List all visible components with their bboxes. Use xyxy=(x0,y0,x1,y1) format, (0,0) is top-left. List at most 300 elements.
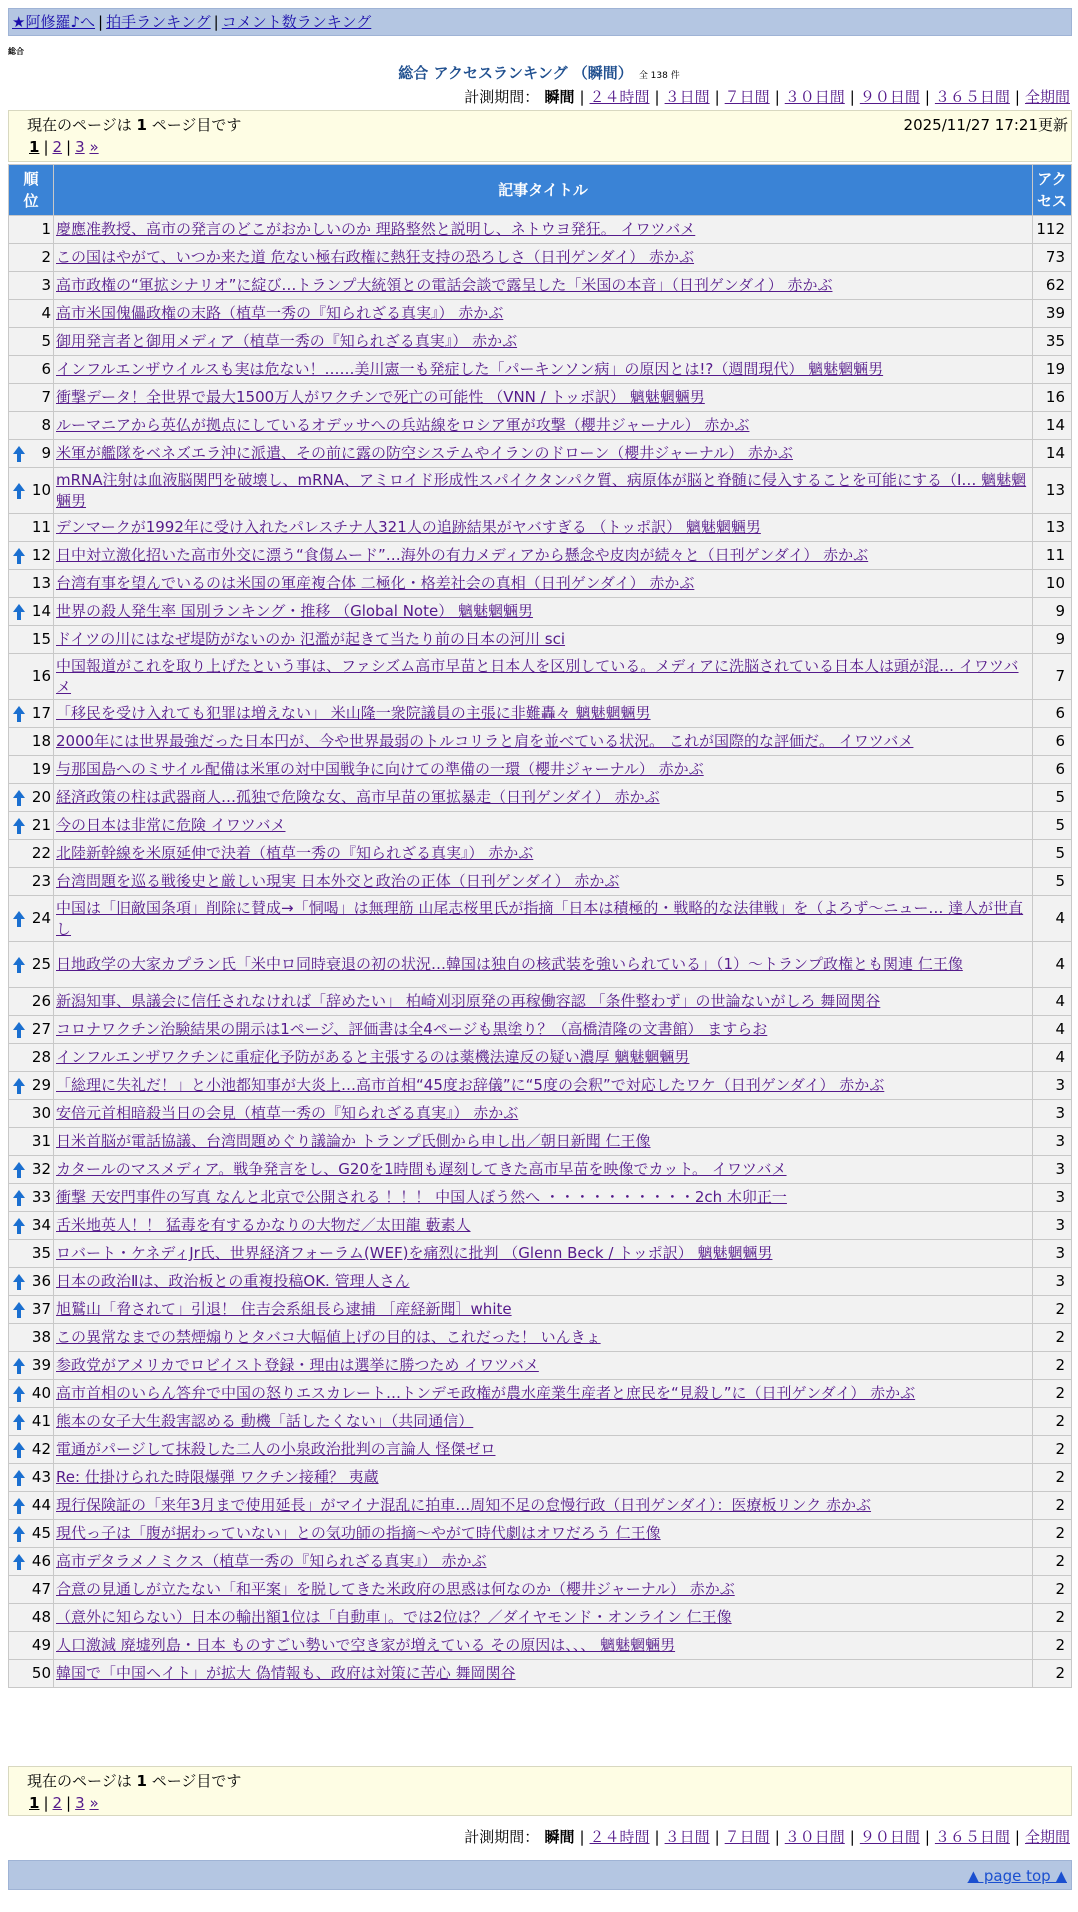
rank-number: 2 xyxy=(41,248,51,266)
rank-cell xyxy=(9,1548,53,1575)
title-cell xyxy=(54,1296,1032,1323)
article-title-link[interactable]: 日地政学の大家カプラン氏「米中ロ同時衰退の初の状況…韓国は独自の核武装を強いられている」（1）～トランプ政権とも関連 仁王像 xyxy=(56,955,963,973)
rank-number: 26 xyxy=(31,992,51,1010)
article-title-link[interactable]: インフルエンザワクチンに重症化予防があると主張するのは薬機法違反の疑い濃厚 魑魅魍魎男 xyxy=(56,1048,690,1066)
pager-current: 1 xyxy=(29,1794,40,1812)
article-title-link[interactable]: 「総理に失礼だ！」と小池都知事が大炎上…高市首相“45度お辞儀”に“5度の会釈”で対応したワケ（日刊ゲンダイ） 赤かぶ xyxy=(56,1076,885,1094)
title-cell xyxy=(54,1016,1032,1043)
table-row xyxy=(9,300,1071,327)
rank-cell xyxy=(9,1576,53,1603)
rank-cell xyxy=(9,840,53,867)
header-title: 記事タイトル xyxy=(54,165,1032,215)
table-row xyxy=(9,412,1071,439)
rank-number: 29 xyxy=(31,1076,51,1094)
table-row xyxy=(9,542,1071,569)
period-current: 瞬間 xyxy=(539,88,575,106)
nav-link-clap-ranking[interactable]: 拍手ランキング xyxy=(106,13,211,31)
period-current: 瞬間 xyxy=(539,1828,575,1846)
rank-number: 28 xyxy=(31,1048,51,1066)
rank-number: 42 xyxy=(31,1440,51,1458)
pager-page-2[interactable]: 2 xyxy=(52,1794,63,1812)
rank-cell xyxy=(9,244,53,271)
article-title-link[interactable]: 北陸新幹線を米原延伸で決着（植草一秀の『知られざる真実』） 赤かぶ xyxy=(56,844,534,862)
table-row xyxy=(9,1380,1071,1407)
article-title-link[interactable]: 今の日本は非常に危険 イワツバメ xyxy=(56,816,286,834)
table-row xyxy=(9,700,1071,727)
table-row xyxy=(9,1044,1071,1071)
access-count: 5 xyxy=(1033,812,1071,839)
rank-cell xyxy=(9,1156,53,1183)
title-cell xyxy=(54,728,1032,755)
table-row xyxy=(9,1492,1071,1519)
article-title-link[interactable]: （意外に知らない）日本の輸出額1位は「自動車」。では2位は？／ダイヤモンド・オンライン 仁王像 xyxy=(56,1608,732,1626)
article-title-link[interactable]: 人口激減 廃墟列島・日本 ものすごい勢いで空き家が増えている その原因は、、、 魑魅魍魎男 xyxy=(56,1636,676,1654)
table-row xyxy=(9,988,1071,1015)
rank-number: 38 xyxy=(31,1328,51,1346)
total-count: 全 138 件 xyxy=(638,71,680,81)
table-row xyxy=(9,1100,1071,1127)
access-count: 2 xyxy=(1033,1436,1071,1463)
article-title-link[interactable]: カタールのマスメディア。戦争発言をし、G20を1時間も遅刻してきた高市早苗を映像でカット。 イワツバメ xyxy=(56,1160,787,1178)
article-title-link[interactable]: 御用発言者と御用メディア（植草一秀の『知られざる真実』） 赤かぶ xyxy=(56,332,518,350)
title-cell xyxy=(54,868,1032,895)
pager-next[interactable]: » xyxy=(89,1794,99,1812)
access-count: 2 xyxy=(1033,1408,1071,1435)
table-row xyxy=(9,598,1071,625)
rank-number: 16 xyxy=(31,667,51,685)
article-title-link[interactable]: 米軍が艦隊をベネズエラ沖に派遣、その前に露の防空システムやイランのドローン（櫻井ジャーナル） 赤かぶ xyxy=(56,444,793,462)
table-row xyxy=(9,514,1071,541)
period-option-1[interactable]: ２４時間 xyxy=(589,1828,650,1846)
article-title-link[interactable]: デンマークが1992年に受け入れたパレスチナ人321人の追跡結果がヤバすぎる （トッポ訳） 魑魅魍魎男 xyxy=(56,518,761,536)
nav-link-comment-ranking[interactable]: コメント数ランキング xyxy=(221,13,372,31)
rank-number: 47 xyxy=(31,1580,51,1598)
rank-up-arrow-icon xyxy=(13,1358,25,1374)
rank-number: 32 xyxy=(31,1160,51,1178)
rank-up-arrow-icon xyxy=(13,1442,25,1458)
page-status-number: 1 xyxy=(136,116,147,134)
rank-cell xyxy=(9,728,53,755)
title-cell xyxy=(54,756,1032,783)
rank-number: 14 xyxy=(31,602,51,620)
article-title-link[interactable]: ドイツの川にはなぜ堤防がないのか 氾濫が起きて当たり前の日本の河川 sci xyxy=(56,630,566,648)
period-label: 計測期間： xyxy=(464,88,540,106)
rank-up-arrow-icon xyxy=(13,1526,25,1542)
rank-cell xyxy=(9,1520,53,1547)
title-cell xyxy=(54,1492,1032,1519)
rank-number: 33 xyxy=(31,1188,51,1206)
title-cell xyxy=(54,1660,1032,1687)
article-title-link[interactable]: 韓国で「中国ヘイト」が拡大 偽情報も、政府は対策に苦心 舞岡関谷 xyxy=(56,1664,516,1682)
rank-number: 21 xyxy=(31,816,51,834)
article-title-link[interactable]: 参政党がアメリカでロビイスト登録・理由は選挙に勝つため イワツバメ xyxy=(56,1356,539,1374)
period-option-6[interactable]: ３６５日間 xyxy=(934,88,1010,106)
rank-number: 35 xyxy=(31,1244,51,1262)
title-cell xyxy=(54,1212,1032,1239)
title-cell xyxy=(54,1072,1032,1099)
access-count: 13 xyxy=(1033,468,1071,513)
period-selector-top xyxy=(464,86,1070,107)
pager xyxy=(29,138,99,156)
access-count: 3 xyxy=(1033,1100,1071,1127)
table-row xyxy=(9,1604,1071,1631)
rank-up-arrow-icon xyxy=(13,1470,25,1486)
nav-separator: | xyxy=(213,13,219,31)
title-cell xyxy=(54,1184,1032,1211)
title-cell xyxy=(54,216,1032,243)
title-cell xyxy=(54,1464,1032,1491)
title-cell xyxy=(54,1520,1032,1547)
access-count: 3 xyxy=(1033,1156,1071,1183)
period-separator: | xyxy=(1014,88,1020,106)
rank-number: 17 xyxy=(31,704,51,722)
table-row xyxy=(9,1324,1071,1351)
pager-page-3[interactable]: 3 xyxy=(75,1794,85,1812)
header-access: アク セス xyxy=(1033,165,1071,215)
pager-page-3[interactable]: 3 xyxy=(75,138,85,156)
table-row xyxy=(9,1408,1071,1435)
access-count: 14 xyxy=(1033,412,1071,439)
rank-cell xyxy=(9,328,53,355)
page-status-number: 1 xyxy=(136,1772,147,1790)
rank-cell xyxy=(9,1604,53,1631)
table-row xyxy=(9,942,1071,987)
access-count: 10 xyxy=(1033,570,1071,597)
article-title-link[interactable]: 経済政策の柱は武器商人…孤独で危険な女、高市早苗の軍拡暴走（日刊ゲンダイ） 赤かぶ xyxy=(56,788,660,806)
article-title-link[interactable]: 合意の見通しが立たない「和平案」を脱してきた米政府の思惑は何なのか（櫻井ジャーナル） 赤かぶ xyxy=(56,1580,735,1598)
page-status xyxy=(27,1770,241,1791)
article-title-link[interactable]: 現行保険証の「来年3月まで使用延長」がマイナ混乱に拍車…周知不足の怠慢行政（日刊ゲンダイ）：医療板リンク 赤かぶ xyxy=(56,1496,872,1514)
title-cell xyxy=(54,1548,1032,1575)
title-cell xyxy=(54,384,1032,411)
access-count: 2 xyxy=(1033,1492,1071,1519)
article-title-link[interactable]: 中国は「旧敵国条項」削除に賛成→「恫喝」は無理筋 山尾志桜里氏が指摘「日本は積極的・戦略的な法律戦」を（よろず～ニュー… 達人が世直し xyxy=(56,898,1024,938)
rank-cell xyxy=(9,896,53,941)
rank-cell xyxy=(9,570,53,597)
article-title-link[interactable]: 新潟知事、県議会に信任されなければ「辞めたい」 柏崎刈羽原発の再稼働容認 「条件整わず」の世論ないがしろ 舞岡関谷 xyxy=(56,992,881,1010)
title-cell xyxy=(54,626,1032,653)
access-count: 2 xyxy=(1033,1464,1071,1491)
access-count: 6 xyxy=(1033,700,1071,727)
article-title-link[interactable]: 「移民を受け入れても犯罪は増えない」 米山隆一衆院議員の主張に非難轟々 魑魅魍魎男 xyxy=(56,704,651,722)
period-separator: | xyxy=(579,1828,585,1846)
article-title-link[interactable]: ロバート・ケネディJr氏、世界経済フォーラム(WEF)を痛烈に批判 （Glenn Beck / トッポ訳） 魑魅魍魎男 xyxy=(56,1244,773,1262)
article-title-link[interactable]: 高市首相のいらん答弁で中国の怒りエスカレート…トンデモ政権が農水産業生産者と庶民を“見殺し”に（日刊ゲンダイ） 赤かぶ xyxy=(56,1384,916,1402)
article-title-link[interactable]: 中国報道がこれを取り上げたという事は、ファシズム高市早苗と日本人を区別している。メディアに洗脳されている日本人は頭が混… イワツバメ xyxy=(56,656,1019,696)
rank-up-arrow-icon xyxy=(13,911,25,927)
rank-number: 3 xyxy=(41,276,51,294)
title-cell xyxy=(54,440,1032,467)
article-title-link[interactable]: コロナワクチン治験結果の開示は1ページ、評価書は全4ページも黒塗り？（高橋清隆の文書館） ますらお xyxy=(56,1020,768,1038)
table-row xyxy=(9,1072,1071,1099)
table-row xyxy=(9,1016,1071,1043)
rank-cell xyxy=(9,1240,53,1267)
access-count: 3 xyxy=(1033,1268,1071,1295)
ranking-table xyxy=(8,164,1072,1688)
rank-number: 48 xyxy=(31,1608,51,1626)
rank-number: 45 xyxy=(31,1524,51,1542)
table-row xyxy=(9,756,1071,783)
rank-up-arrow-icon xyxy=(13,790,25,806)
article-title-link[interactable]: 台湾問題を巡る戦後史と厳しい現実 日本外交と政治の正体（日刊ゲンダイ） 赤かぶ xyxy=(56,872,620,890)
rank-cell xyxy=(9,1324,53,1351)
period-option-3[interactable]: ７日間 xyxy=(724,1828,770,1846)
period-option-6[interactable]: ３６５日間 xyxy=(934,1828,1010,1846)
rank-cell xyxy=(9,1464,53,1491)
period-option-7[interactable]: 全期間 xyxy=(1024,1828,1070,1846)
access-count: 2 xyxy=(1033,1352,1071,1379)
table-row xyxy=(9,728,1071,755)
table-row xyxy=(9,1296,1071,1323)
article-title-link[interactable]: Re: 仕掛けられた時限爆弾 ワクチン接種？ 夷蔵 xyxy=(56,1468,379,1486)
access-count: 3 xyxy=(1033,1184,1071,1211)
rank-cell xyxy=(9,1044,53,1071)
title-cell xyxy=(54,840,1032,867)
period-separator: | xyxy=(849,1828,855,1846)
access-count: 7 xyxy=(1033,654,1071,699)
table-row xyxy=(9,384,1071,411)
title-cell xyxy=(54,328,1032,355)
access-count: 16 xyxy=(1033,384,1071,411)
title-cell xyxy=(54,1352,1032,1379)
rank-cell xyxy=(9,1016,53,1043)
rank-up-arrow-icon xyxy=(13,446,25,462)
article-title-link[interactable]: インフルエンザウイルスも実は危ない！……美川憲一も発症した「パーキンソン病」の原因とは!?（週間現代） 魑魅魍魎男 xyxy=(56,360,884,378)
table-row xyxy=(9,812,1071,839)
rank-cell xyxy=(9,756,53,783)
rank-cell xyxy=(9,1128,53,1155)
access-count: 2 xyxy=(1033,1548,1071,1575)
access-count: 3 xyxy=(1033,1072,1071,1099)
table-row xyxy=(9,840,1071,867)
article-title-link[interactable]: 慶應准教授、高市の発言のどこがおかしいのか 理路整然と説明し、ネトウヨ発狂。 イワツバメ xyxy=(56,220,696,238)
rank-cell xyxy=(9,1352,53,1379)
article-title-link[interactable]: 2000年には世界最強だった日本円が、今や世界最弱のトルコリラと肩を並べている状況。 これが国際的な評価だ。 イワツバメ xyxy=(56,732,914,750)
article-title-link[interactable]: 日本の政治Ⅱは、政治板との重複投稿OK. 管理人さん xyxy=(56,1272,410,1290)
page-status-suffix: ページ目です xyxy=(146,1772,242,1790)
rank-cell xyxy=(9,1436,53,1463)
article-title-link[interactable]: 高市政権の“軍拡シナリオ”に綻び…トランプ大統領との電話会談で露呈した「米国の本音」（日刊ゲンダイ） 赤かぶ xyxy=(56,276,833,294)
rank-up-arrow-icon xyxy=(13,1302,25,1318)
title-cell xyxy=(54,942,1032,987)
article-title-link[interactable]: ルーマニアから英仏が拠点にしているオデッサへの兵站線をロシア軍が攻撃（櫻井ジャーナル） 赤かぶ xyxy=(56,416,750,434)
title-cell xyxy=(54,1156,1032,1183)
period-option-5[interactable]: ９０日間 xyxy=(859,88,920,106)
period-option-1[interactable]: ２４時間 xyxy=(589,88,650,106)
rank-cell xyxy=(9,812,53,839)
period-separator: | xyxy=(654,88,660,106)
rank-number: 25 xyxy=(31,955,51,973)
rank-cell xyxy=(9,356,53,383)
rank-cell xyxy=(9,784,53,811)
article-title-link[interactable]: 衝撃 天安門事件の写真 なんと北京で公開される ！！！ 中国人ぼう然へ ・・・・・・・・・・2ch 木卯正一 xyxy=(56,1188,787,1206)
pager-separator: | xyxy=(66,138,72,156)
access-count: 19 xyxy=(1033,356,1071,383)
rank-number: 50 xyxy=(31,1664,51,1682)
rank-cell xyxy=(9,1184,53,1211)
rank-number: 20 xyxy=(31,788,51,806)
title-cell xyxy=(54,542,1032,569)
article-title-link[interactable]: 世界の殺人発生率 国別ランキング・推移 （Global Note） 魑魅魍魎男 xyxy=(56,602,533,620)
status-panel-top xyxy=(8,110,1072,162)
access-count: 9 xyxy=(1033,626,1071,653)
rank-number: 23 xyxy=(31,872,51,890)
period-separator: | xyxy=(774,88,780,106)
period-option-2[interactable]: ３日間 xyxy=(664,1828,710,1846)
table-row xyxy=(9,654,1071,699)
title-cell xyxy=(54,1240,1032,1267)
status-panel-bottom xyxy=(8,1766,1072,1816)
title-cell xyxy=(54,1632,1032,1659)
rank-up-arrow-icon xyxy=(13,1498,25,1514)
page-status xyxy=(27,114,241,135)
access-count: 4 xyxy=(1033,988,1071,1015)
rank-number: 7 xyxy=(41,388,51,406)
title-cell xyxy=(54,1044,1032,1071)
article-title-link[interactable]: この異常なまでの禁煙煽りとタバコ大幅値上げの目的は、これだった！ いんきょ xyxy=(56,1328,601,1346)
title-cell xyxy=(54,412,1032,439)
period-option-3[interactable]: ７日間 xyxy=(724,88,770,106)
rank-cell xyxy=(9,988,53,1015)
access-count: 13 xyxy=(1033,514,1071,541)
rank-up-arrow-icon xyxy=(13,604,25,620)
access-count: 4 xyxy=(1033,896,1071,941)
title-cell xyxy=(54,1604,1032,1631)
access-count: 112 xyxy=(1033,216,1071,243)
rank-cell xyxy=(9,1492,53,1519)
access-count: 2 xyxy=(1033,1660,1071,1687)
article-title-link[interactable]: 安倍元首相暗殺当日の会見（植草一秀の『知られざる真実』） 赤かぶ xyxy=(56,1104,519,1122)
page-top-link[interactable]: ▲ page top ▲ xyxy=(967,1867,1067,1885)
article-title-link[interactable]: 電通がパージして抹殺した二人の小泉政治批判の言論人 怪傑ゼロ xyxy=(56,1440,496,1458)
rank-cell xyxy=(9,1072,53,1099)
article-title-link[interactable]: 日中対立激化招いた高市外交に漂う“食傷ムード”…海外の有力メディアから懸念や皮肉が続々と（日刊ゲンダイ） 赤かぶ xyxy=(56,546,869,564)
access-count: 2 xyxy=(1033,1604,1071,1631)
access-count: 5 xyxy=(1033,840,1071,867)
rank-number: 39 xyxy=(31,1356,51,1374)
period-separator: | xyxy=(654,1828,660,1846)
top-nav-bar xyxy=(8,8,1072,36)
table-row xyxy=(9,1632,1071,1659)
table-row xyxy=(9,1548,1071,1575)
table-row xyxy=(9,1520,1071,1547)
article-title-link[interactable]: この国はやがて、いつか来た道 危ない極右政権に熱狂支持の恐ろしさ（日刊ゲンダイ） 赤かぶ xyxy=(56,248,695,266)
rank-cell xyxy=(9,598,53,625)
rank-number: 6 xyxy=(41,360,51,378)
category-label: 総合 xyxy=(8,47,24,56)
period-separator: | xyxy=(714,1828,720,1846)
article-title-link[interactable]: 高市米国傀儡政権の末路（植草一秀の『知られざる真実』） 赤かぶ xyxy=(56,304,504,322)
title-cell xyxy=(54,812,1032,839)
period-separator: | xyxy=(774,1828,780,1846)
rank-number: 10 xyxy=(31,481,51,499)
rank-number: 30 xyxy=(31,1104,51,1122)
table-row xyxy=(9,784,1071,811)
article-title-link[interactable]: 現代っ子は「腹が据わっていない」との気功師の指摘～やがて時代劇はオワだろう 仁王像 xyxy=(56,1524,661,1542)
access-count: 3 xyxy=(1033,1240,1071,1267)
rank-number: 43 xyxy=(31,1468,51,1486)
table-header-row xyxy=(9,165,1071,215)
access-count: 2 xyxy=(1033,1324,1071,1351)
rank-number: 34 xyxy=(31,1216,51,1234)
rank-cell xyxy=(9,1100,53,1127)
rank-up-arrow-icon xyxy=(13,706,25,722)
pager-separator: | xyxy=(66,1794,72,1812)
rank-number: 37 xyxy=(31,1300,51,1318)
rank-cell xyxy=(9,542,53,569)
table-row xyxy=(9,328,1071,355)
rank-number: 1 xyxy=(41,220,51,238)
article-title-link[interactable]: 高市デタラメノミクス（植草一秀の『知られざる真実』） 赤かぶ xyxy=(56,1552,487,1570)
title-cell xyxy=(54,300,1032,327)
rank-cell xyxy=(9,384,53,411)
rank-cell xyxy=(9,868,53,895)
table-row xyxy=(9,1436,1071,1463)
period-option-4[interactable]: ３０日間 xyxy=(784,1828,845,1846)
rank-cell xyxy=(9,272,53,299)
article-title-link[interactable]: 衝撃データ！全世界で最大1500万人がワクチンで死亡の可能性 （VNN / トッポ訳） 魑魅魍魎男 xyxy=(56,388,705,406)
article-title-link[interactable]: 舌米地英人！！ 猛毒を有するかなりの大物だ／太田龍 藪素人 xyxy=(56,1216,471,1234)
pager-separator: | xyxy=(43,1794,49,1812)
rank-up-arrow-icon xyxy=(13,1218,25,1234)
period-selector-bottom xyxy=(464,1826,1070,1847)
period-option-7[interactable]: 全期間 xyxy=(1024,88,1070,106)
article-title-link[interactable]: 与那国島へのミサイル配備は米軍の対中国戦争に向けての準備の一環（櫻井ジャーナル） 赤かぶ xyxy=(56,760,704,778)
period-option-5[interactable]: ９０日間 xyxy=(859,1828,920,1846)
title-cell xyxy=(54,1268,1032,1295)
title-cell xyxy=(54,570,1032,597)
title-cell xyxy=(54,1324,1032,1351)
access-count: 2 xyxy=(1033,1380,1071,1407)
table-row xyxy=(9,1268,1071,1295)
rank-number: 19 xyxy=(31,760,51,778)
rank-up-arrow-icon xyxy=(13,818,25,834)
access-count: 39 xyxy=(1033,300,1071,327)
period-label: 計測期間： xyxy=(464,1828,540,1846)
period-separator: | xyxy=(849,88,855,106)
update-time: 2025/11/27 17:21更新 xyxy=(903,116,1068,134)
table-row xyxy=(9,1352,1071,1379)
article-title-link[interactable]: 日米首脳が電話協議、台湾問題めぐり議論か トランプ氏側から申し出／朝日新聞 仁王像 xyxy=(56,1132,651,1150)
access-count: 35 xyxy=(1033,328,1071,355)
article-title-link[interactable]: 熊本の女子大生殺害認める 動機「話したくない」（共同通信） xyxy=(56,1412,474,1430)
table-row xyxy=(9,1240,1071,1267)
access-count: 62 xyxy=(1033,272,1071,299)
rank-up-arrow-icon xyxy=(13,1162,25,1178)
pager-next[interactable]: » xyxy=(89,138,99,156)
period-option-4[interactable]: ３０日間 xyxy=(784,88,845,106)
pager-page-2[interactable]: 2 xyxy=(52,138,63,156)
rank-cell xyxy=(9,300,53,327)
rank-number: 13 xyxy=(31,574,51,592)
header-rank: 順 位 xyxy=(9,165,53,215)
nav-link-asyura-home[interactable]: ★阿修羅♪へ xyxy=(12,13,96,31)
rank-number: 36 xyxy=(31,1272,51,1290)
rank-cell xyxy=(9,440,53,467)
title-cell xyxy=(54,1380,1032,1407)
rank-up-arrow-icon xyxy=(13,957,25,973)
rank-cell xyxy=(9,1268,53,1295)
access-count: 2 xyxy=(1033,1296,1071,1323)
period-option-2[interactable]: ３日間 xyxy=(664,88,710,106)
article-title-link[interactable]: 旭鷲山「脅されて」引退！ 住吉会系組長ら逮捕 ［産経新聞］white xyxy=(56,1300,512,1318)
article-title-link[interactable]: mRNA注射は血液脳関門を破壊し、mRNA、アミロイド形成性スパイクタンパク質、病原体が脳と脊髄に侵入することを可能にする（I… 魑魅魍魎男 xyxy=(56,470,1027,510)
access-count: 6 xyxy=(1033,756,1071,783)
article-title-link[interactable]: 台湾有事を望んでいるのは米国の軍産複合体 二極化・格差社会の真相（日刊ゲンダイ） 赤かぶ xyxy=(56,574,695,592)
title-cell xyxy=(54,1128,1032,1155)
rank-number: 27 xyxy=(31,1020,51,1038)
table-row xyxy=(9,468,1071,513)
